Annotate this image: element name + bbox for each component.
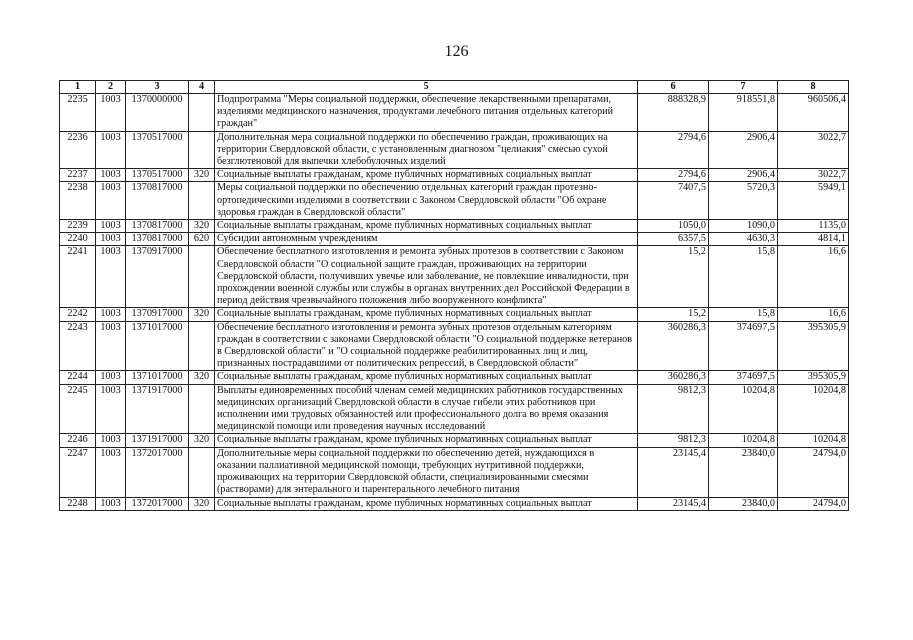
- section-code: 1003: [96, 321, 126, 371]
- amount-year-1: 888328,9: [638, 94, 709, 132]
- row-number: 2237: [60, 169, 96, 182]
- table-row: [60, 384, 849, 434]
- expense-type-code: 320: [189, 371, 215, 384]
- table-row: [60, 131, 849, 169]
- target-code: 1370817000: [126, 233, 189, 246]
- amount-year-1: 1050,0: [638, 220, 709, 233]
- row-number: 2246: [60, 434, 96, 447]
- section-code: 1003: [96, 94, 126, 132]
- target-code: 1370917000: [126, 308, 189, 321]
- section-code: 1003: [96, 447, 126, 497]
- row-number: 2247: [60, 447, 96, 497]
- expense-type-code: 320: [189, 434, 215, 447]
- section-code: 1003: [96, 220, 126, 233]
- target-code: 1370917000: [126, 246, 189, 308]
- amount-year-1: 9812,3: [638, 434, 709, 447]
- table-row: [60, 321, 849, 371]
- target-code: 1370000000: [126, 94, 189, 132]
- target-code: 1371917000: [126, 384, 189, 434]
- amount-year-2: 5720,3: [709, 182, 778, 220]
- row-name: Социальные выплаты гражданам, кроме публичных нормативных социальных выплат: [215, 371, 638, 384]
- target-code: 1370517000: [126, 169, 189, 182]
- amount-year-3: 3022,7: [778, 131, 849, 169]
- amount-year-1: 7407,5: [638, 182, 709, 220]
- amount-year-3: 16,6: [778, 246, 849, 308]
- amount-year-3: 16,6: [778, 308, 849, 321]
- row-number: 2235: [60, 94, 96, 132]
- amount-year-3: 10204,8: [778, 384, 849, 434]
- row-number: 2242: [60, 308, 96, 321]
- budget-table: [59, 80, 849, 511]
- table-row: [60, 169, 849, 182]
- target-code: 1371917000: [126, 434, 189, 447]
- row-number: 2243: [60, 321, 96, 371]
- expense-type-code: [189, 131, 215, 169]
- amount-year-3: 24794,0: [778, 497, 849, 510]
- target-code: 1371017000: [126, 371, 189, 384]
- section-code: 1003: [96, 233, 126, 246]
- table-row: [60, 246, 849, 308]
- target-code: 1370817000: [126, 220, 189, 233]
- expense-type-code: [189, 182, 215, 220]
- amount-year-2: 10204,8: [709, 434, 778, 447]
- expense-type-code: 320: [189, 497, 215, 510]
- amount-year-2: 374697,5: [709, 371, 778, 384]
- section-code: 1003: [96, 384, 126, 434]
- target-code: 1372017000: [126, 447, 189, 497]
- amount-year-1: 23145,4: [638, 447, 709, 497]
- expense-type-code: [189, 246, 215, 308]
- header-col-1: 1: [60, 81, 96, 94]
- section-code: 1003: [96, 371, 126, 384]
- target-code: 1372017000: [126, 497, 189, 510]
- amount-year-3: 5949,1: [778, 182, 849, 220]
- expense-type-code: [189, 321, 215, 371]
- section-code: 1003: [96, 169, 126, 182]
- table-header-row: [60, 81, 849, 94]
- header-col-4: 4: [189, 81, 215, 94]
- row-number: 2241: [60, 246, 96, 308]
- amount-year-3: 4814,1: [778, 233, 849, 246]
- target-code: 1370517000: [126, 131, 189, 169]
- expense-type-code: 320: [189, 220, 215, 233]
- amount-year-2: 2906,4: [709, 169, 778, 182]
- row-number: 2245: [60, 384, 96, 434]
- amount-year-2: 15,8: [709, 308, 778, 321]
- expense-type-code: [189, 384, 215, 434]
- row-number: 2248: [60, 497, 96, 510]
- table-row: [60, 308, 849, 321]
- table-row: [60, 220, 849, 233]
- expense-type-code: 320: [189, 308, 215, 321]
- row-name: Социальные выплаты гражданам, кроме публичных нормативных социальных выплат: [215, 497, 638, 510]
- amount-year-2: 10204,8: [709, 384, 778, 434]
- amount-year-3: 10204,8: [778, 434, 849, 447]
- row-name: Дополнительная мера социальной поддержки по обеспечению граждан, проживающих на территории Свердловской области, с установленным диагнозом "целиакия" смесью сухой безглютеновой для выпечки хлебобулочных изделий: [215, 131, 638, 169]
- header-col-7: 7: [709, 81, 778, 94]
- row-name: Социальные выплаты гражданам, кроме публичных нормативных социальных выплат: [215, 169, 638, 182]
- amount-year-2: 4630,3: [709, 233, 778, 246]
- amount-year-1: 2794,6: [638, 169, 709, 182]
- amount-year-2: 918551,8: [709, 94, 778, 132]
- row-name: Подпрограмма "Меры социальной поддержки, обеспечение лекарственными препаратами, изделиями медицинского назначения, продуктами лечебного питания отдельных категорий граждан": [215, 94, 638, 132]
- target-code: 1371017000: [126, 321, 189, 371]
- amount-year-3: 3022,7: [778, 169, 849, 182]
- amount-year-2: 23840,0: [709, 447, 778, 497]
- section-code: 1003: [96, 131, 126, 169]
- section-code: 1003: [96, 434, 126, 447]
- section-code: 1003: [96, 497, 126, 510]
- amount-year-2: 15,8: [709, 246, 778, 308]
- amount-year-3: 1135,0: [778, 220, 849, 233]
- row-number: 2239: [60, 220, 96, 233]
- table-row: [60, 182, 849, 220]
- expense-type-code: 320: [189, 169, 215, 182]
- amount-year-2: 1090,0: [709, 220, 778, 233]
- row-number: 2244: [60, 371, 96, 384]
- row-number: 2238: [60, 182, 96, 220]
- amount-year-3: 395305,9: [778, 371, 849, 384]
- expense-type-code: [189, 447, 215, 497]
- row-number: 2240: [60, 233, 96, 246]
- row-name: Социальные выплаты гражданам, кроме публичных нормативных социальных выплат: [215, 220, 638, 233]
- amount-year-3: 24794,0: [778, 447, 849, 497]
- target-code: 1370817000: [126, 182, 189, 220]
- amount-year-1: 6357,5: [638, 233, 709, 246]
- table-row: [60, 447, 849, 497]
- section-code: 1003: [96, 308, 126, 321]
- page-number: 126: [444, 43, 469, 60]
- header-col-6: 6: [638, 81, 709, 94]
- table-row: [60, 434, 849, 447]
- row-name: Обеспечение бесплатного изготовления и ремонта зубных протезов в соответствии с Законом Свердловской области "О социальной защите граждан, проживающих на территории Свердловской области, получивших увечье или заболевание, не повлекшие инвалидности, при прохождении военной службы или службы в органах внутренних дел Российской Федерации в период действия чрезвычайного положения либо вооруженного конфликта": [215, 246, 638, 308]
- amount-year-1: 9812,3: [638, 384, 709, 434]
- row-name: Субсидии автономным учреждениям: [215, 233, 638, 246]
- amount-year-3: 960506,4: [778, 94, 849, 132]
- amount-year-2: 374697,5: [709, 321, 778, 371]
- row-name: Меры социальной поддержки по обеспечению отдельных категорий граждан протезно-ортопедическими изделиями в соответствии с Законом Свердловской области "Об охране здоровья граждан в Свердловской области": [215, 182, 638, 220]
- header-col-5: 5: [215, 81, 638, 94]
- row-name: Выплаты единовременных пособий членам семей медицинских работников государственных медицинских организаций Свердловской области в случае гибели этих работников при исполнении ими трудовых обязанностей или профессионального долга во время оказания медицинской помощи или проведения научных исследований: [215, 384, 638, 434]
- expense-type-code: [189, 94, 215, 132]
- amount-year-1: 360286,3: [638, 321, 709, 371]
- table-row: [60, 94, 849, 132]
- table-row: [60, 233, 849, 246]
- row-number: 2236: [60, 131, 96, 169]
- row-name: Социальные выплаты гражданам, кроме публичных нормативных социальных выплат: [215, 308, 638, 321]
- header-col-8: 8: [778, 81, 849, 94]
- header-col-3: 3: [126, 81, 189, 94]
- row-name: Дополнительные меры социальной поддержки по обеспечению детей, нуждающихся в оказании паллиативной медицинской помощи, требующих нутритивной поддержки, проживающих на территории Свердловской области, специализированными смесями (растворами) для энтерального и парентерального лечебного питания: [215, 447, 638, 497]
- section-code: 1003: [96, 246, 126, 308]
- amount-year-1: 360286,3: [638, 371, 709, 384]
- row-name: Обеспечение бесплатного изготовления и ремонта зубных протезов отдельным категориям граждан в соответствии с законами Свердловской области "О социальной поддержке ветеранов в Свердловской области" и "О социальной поддержке реабилитированных лиц и лиц, признанных пострадавшими от политических репрессий, в Свердловской области": [215, 321, 638, 371]
- amount-year-2: 2906,4: [709, 131, 778, 169]
- amount-year-2: 23840,0: [709, 497, 778, 510]
- expense-type-code: 620: [189, 233, 215, 246]
- amount-year-1: 2794,6: [638, 131, 709, 169]
- header-col-2: 2: [96, 81, 126, 94]
- amount-year-1: 15,2: [638, 308, 709, 321]
- row-name: Социальные выплаты гражданам, кроме публичных нормативных социальных выплат: [215, 434, 638, 447]
- section-code: 1003: [96, 182, 126, 220]
- amount-year-3: 395305,9: [778, 321, 849, 371]
- amount-year-1: 15,2: [638, 246, 709, 308]
- table-row: [60, 371, 849, 384]
- table-row: [60, 497, 849, 510]
- amount-year-1: 23145,4: [638, 497, 709, 510]
